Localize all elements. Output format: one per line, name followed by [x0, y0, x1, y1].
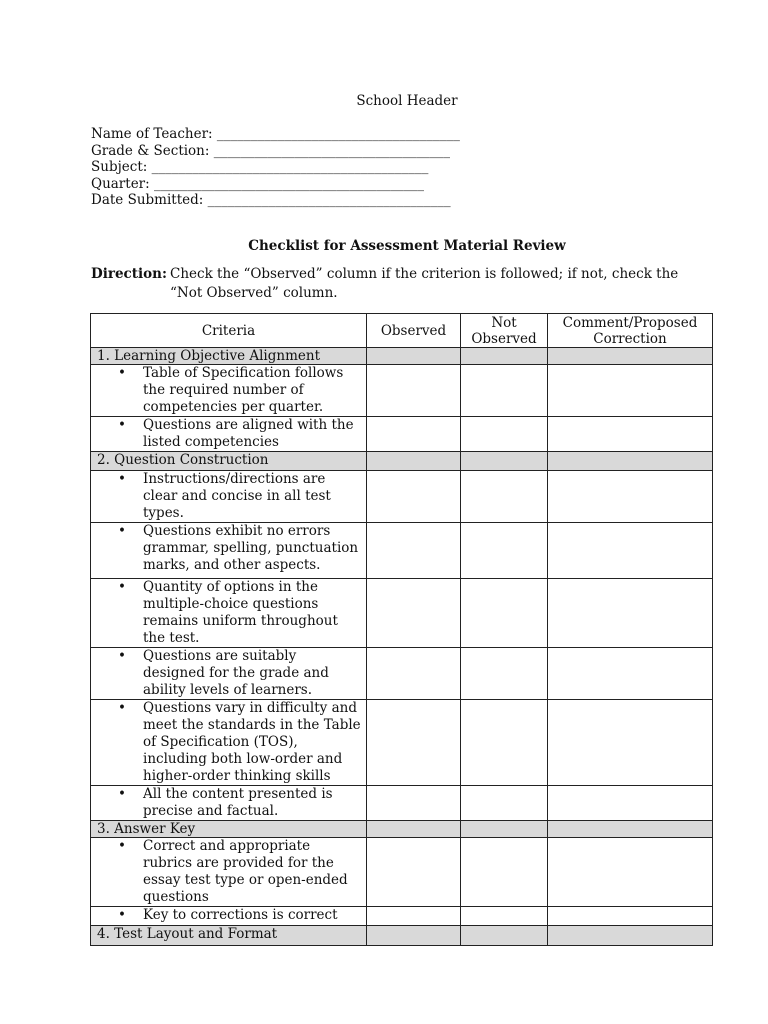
direction-label: Direction: — [91, 266, 167, 282]
criterion-cell — [91, 365, 367, 417]
observed-cell[interactable] — [367, 907, 461, 926]
not-observed-cell[interactable] — [461, 365, 548, 417]
field-name-of-teacher — [91, 126, 460, 143]
header-observed: Observed — [367, 314, 461, 348]
comment-cell[interactable] — [548, 786, 713, 821]
section-row — [91, 348, 713, 365]
criterion-cell — [91, 907, 367, 926]
criterion-cell — [91, 648, 367, 700]
section-label: 3. Answer Key — [91, 821, 367, 838]
section-label: 1. Learning Objective Alignment — [91, 348, 367, 365]
field-date-submitted — [91, 192, 460, 209]
field-label: Grade & Section: — [91, 142, 210, 159]
not-observed-cell[interactable] — [461, 417, 548, 452]
observed-cell[interactable] — [367, 348, 461, 365]
criterion-row — [91, 579, 713, 648]
criterion-text: Quantity of options in the multiple-choice questions remains uniform throughout the test. — [143, 579, 338, 646]
header-row — [91, 314, 713, 348]
criterion-cell — [91, 700, 367, 786]
comment-cell[interactable] — [548, 821, 713, 838]
section-row — [91, 821, 713, 838]
criterion-text: Questions exhibit no errors grammar, spelling, punctuation marks, and other aspects. — [143, 523, 359, 573]
checklist-body — [91, 348, 713, 946]
checklist-title: Checklist for Assessment Material Review — [248, 238, 566, 254]
not-observed-cell[interactable] — [461, 926, 548, 946]
field-quarter — [91, 176, 460, 193]
criterion-text: Correct and appropriate rubrics are provided for the essay test type or open-ended questions — [143, 838, 348, 905]
bullet-icon: • — [118, 579, 126, 595]
teacher-info-fields — [91, 126, 460, 209]
criterion-text: Questions vary in difficulty and meet the standards in the Table of Specification (TOS), including both low-order and higher-order thinking skills — [143, 700, 361, 784]
comment-cell[interactable] — [548, 365, 713, 417]
criterion-row — [91, 417, 713, 452]
field-blank-line: ___________________________________ — [213, 142, 450, 159]
section-row — [91, 452, 713, 471]
criterion-row — [91, 365, 713, 417]
checklist-table — [90, 313, 713, 946]
bullet-icon: • — [118, 523, 126, 539]
criterion-row — [91, 700, 713, 786]
observed-cell[interactable] — [367, 700, 461, 786]
criterion-cell — [91, 417, 367, 452]
bullet-icon: • — [118, 365, 126, 381]
bullet-icon: • — [118, 417, 126, 433]
field-label: Date Submitted: — [91, 192, 204, 209]
not-observed-cell[interactable] — [461, 838, 548, 907]
field-label: Quarter: — [91, 175, 150, 192]
school-header: School Header — [356, 93, 458, 109]
not-observed-cell[interactable] — [461, 700, 548, 786]
criterion-row — [91, 523, 713, 579]
criterion-row — [91, 471, 713, 523]
comment-cell[interactable] — [548, 700, 713, 786]
criterion-cell — [91, 838, 367, 907]
field-subject — [91, 159, 460, 176]
comment-cell[interactable] — [548, 926, 713, 946]
criterion-cell — [91, 786, 367, 821]
not-observed-cell[interactable] — [461, 648, 548, 700]
observed-cell[interactable] — [367, 786, 461, 821]
not-observed-cell[interactable] — [461, 452, 548, 471]
criterion-cell — [91, 471, 367, 523]
field-blank-line: ____________________________________ — [216, 126, 460, 142]
section-label: 2. Question Construction — [91, 452, 367, 471]
bullet-icon: • — [118, 648, 126, 664]
criterion-row — [91, 786, 713, 821]
field-blank-line: ____________________________________ — [207, 192, 451, 209]
criterion-row — [91, 648, 713, 700]
criterion-text: Table of Specification follows the required number of competencies per quarter. — [143, 365, 344, 415]
header-not-observed: Not Observed — [461, 314, 548, 348]
observed-cell[interactable] — [367, 452, 461, 471]
observed-cell[interactable] — [367, 838, 461, 907]
direction-text: Check the “Observed” column if the criterion is followed; if not, check the “Not Observed” column. — [170, 266, 679, 301]
not-observed-cell[interactable] — [461, 471, 548, 523]
bullet-icon: • — [118, 786, 126, 802]
field-label: Subject: — [91, 159, 148, 176]
bullet-icon: • — [118, 471, 126, 487]
not-observed-cell[interactable] — [461, 786, 548, 821]
bullet-icon: • — [118, 700, 126, 716]
section-label: 4. Test Layout and Format — [91, 926, 367, 946]
not-observed-cell[interactable] — [461, 821, 548, 838]
header-comment: Comment/Proposed Correction — [548, 314, 713, 348]
bullet-icon: • — [118, 838, 126, 854]
comment-cell[interactable] — [548, 838, 713, 907]
observed-cell[interactable] — [367, 417, 461, 452]
field-blank-line: ________________________________________ — [153, 175, 424, 192]
comment-cell[interactable] — [548, 907, 713, 926]
criterion-row — [91, 838, 713, 907]
observed-cell[interactable] — [367, 648, 461, 700]
field-blank-line: _________________________________________ — [151, 159, 429, 176]
not-observed-cell[interactable] — [461, 907, 548, 926]
observed-cell[interactable] — [367, 579, 461, 648]
observed-cell[interactable] — [367, 926, 461, 946]
not-observed-cell[interactable] — [461, 523, 548, 579]
comment-cell[interactable] — [548, 579, 713, 648]
comment-cell[interactable] — [548, 348, 713, 365]
criterion-cell — [91, 523, 367, 579]
observed-cell[interactable] — [367, 821, 461, 838]
field-grade-section — [91, 143, 460, 160]
observed-cell[interactable] — [367, 523, 461, 579]
field-label: Name of Teacher: — [91, 126, 213, 142]
criterion-text: Key to corrections is correct — [143, 907, 338, 923]
comment-cell[interactable] — [548, 452, 713, 471]
not-observed-cell[interactable] — [461, 348, 548, 365]
observed-cell[interactable] — [367, 471, 461, 523]
criterion-text: Questions are aligned with the listed competencies — [143, 417, 354, 450]
bullet-icon: • — [118, 907, 126, 923]
criterion-text: Questions are suitably designed for the grade and ability levels of learners. — [143, 648, 329, 698]
header-criteria: Criteria — [91, 314, 367, 348]
criterion-text: All the content presented is precise and factual. — [143, 786, 333, 819]
comment-cell[interactable] — [548, 471, 713, 523]
criterion-cell — [91, 579, 367, 648]
comment-cell[interactable] — [548, 648, 713, 700]
observed-cell[interactable] — [367, 365, 461, 417]
criterion-row — [91, 907, 713, 926]
not-observed-cell[interactable] — [461, 579, 548, 648]
criterion-text: Instructions/directions are clear and concise in all test types. — [143, 471, 331, 521]
comment-cell[interactable] — [548, 523, 713, 579]
comment-cell[interactable] — [548, 417, 713, 452]
section-row — [91, 926, 713, 946]
